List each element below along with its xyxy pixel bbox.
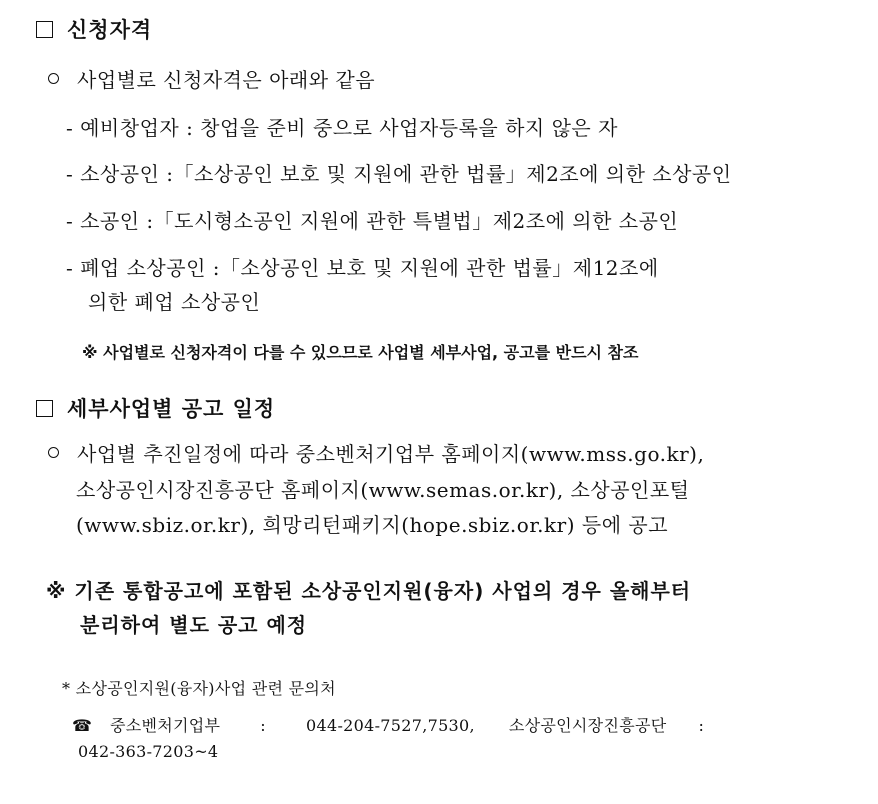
- eligibility-note: ※ 사업별로 신청자격이 다를 수 있으므로 사업별 세부사업, 공고를 반드시 참조: [82, 343, 639, 362]
- contact-separator: :: [260, 716, 266, 735]
- bullet-schedule-cont: (www.sbiz.or.kr), 희망리턴패키지(hope.sbiz.or.kr) 등에 공고: [76, 513, 669, 537]
- bullet-text: 사업별로 신청자격은 아래와 같음: [77, 68, 376, 92]
- contact-number-mss: 044-204-7527,7530,: [306, 716, 475, 735]
- section-heading-eligibility: [36, 14, 152, 44]
- bullet-eligibility: [48, 64, 375, 93]
- integration-note-line2: 분리하여 별도 공고 예정: [80, 613, 308, 637]
- section-title: 신청자격: [67, 18, 153, 42]
- contact-org-mss: 중소벤처기업부: [110, 716, 221, 735]
- section-title: 세부사업별 공고 일정: [67, 397, 276, 421]
- checkbox-square-icon: [36, 21, 53, 38]
- eligibility-item: - 예비창업자 : 창업을 준비 중으로 사업자등록을 하지 않은 자: [66, 116, 618, 140]
- contact-number-semas: 042-363-7203~4: [78, 742, 219, 761]
- contact-line: [72, 713, 704, 736]
- circle-bullet-icon: [48, 447, 59, 458]
- integration-note-line1: ※ 기존 통합공고에 포함된 소상공인지원(융자) 사업의 경우 올해부터: [46, 579, 692, 603]
- checkbox-square-icon: [36, 400, 53, 417]
- bullet-schedule: [48, 438, 704, 467]
- eligibility-item: - 소상공인 :「소상공인 보호 및 지원에 관한 법률」제2조에 의한 소상공인: [66, 162, 732, 186]
- section-heading-schedule: [36, 393, 275, 423]
- eligibility-item-continuation: 의한 폐업 소상공인: [88, 290, 261, 314]
- eligibility-item: - 소공인 :「도시형소공인 지원에 관한 특별법」제2조에 의한 소공인: [66, 209, 679, 233]
- bullet-text: 사업별 추진일정에 따라 중소벤처기업부 홈페이지(www.mss.go.kr),: [77, 442, 705, 466]
- contact-separator: :: [698, 716, 705, 735]
- contact-title: * 소상공인지원(융자)사업 관련 문의처: [62, 679, 336, 698]
- bullet-schedule-cont: 소상공인시장진흥공단 홈페이지(www.semas.or.kr), 소상공인포털: [76, 478, 690, 502]
- contact-org-semas: 소상공인시장진흥공단: [508, 716, 667, 735]
- eligibility-item: - 폐업 소상공인 :「소상공인 보호 및 지원에 관한 법률」제12조에: [66, 256, 659, 280]
- circle-bullet-icon: [48, 73, 59, 84]
- phone-icon: ☎: [72, 716, 93, 735]
